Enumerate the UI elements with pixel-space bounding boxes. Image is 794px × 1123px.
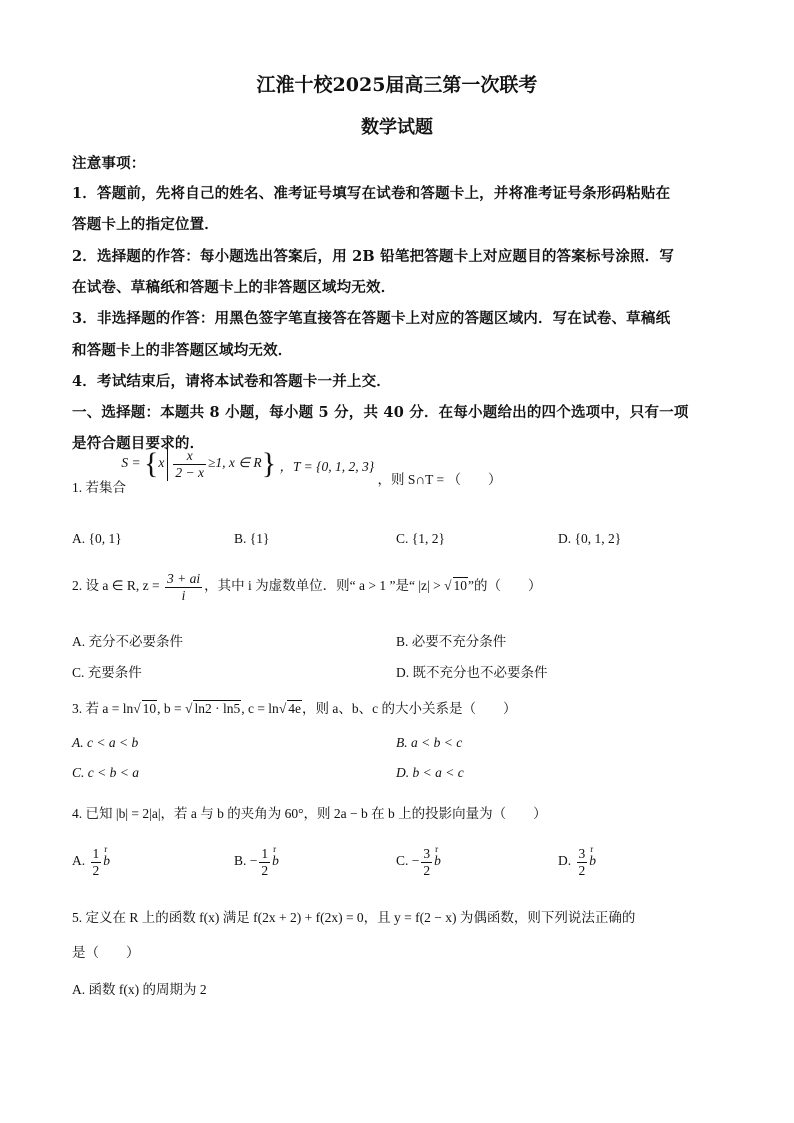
q1-set-t: ，T = {0, 1, 2, 3} <box>279 459 375 474</box>
q4-option-b: B. − $\frac{1}{2}$ r b <box>234 846 279 878</box>
q1-frac-den: 2 − x <box>175 464 205 480</box>
question-2: 2. 设 a ∈ R, z = $\frac{3 + ai}{i}$ ，其中 i 为虚数单位．则“ a > 1 ”是“ |z| > √ 10”的（ ） <box>72 571 542 603</box>
q4-option-c: C. − $\frac{3}{2}$ r b <box>396 846 441 878</box>
q2-option-c: C. 充要条件 <box>72 665 142 680</box>
note-1-line-2: 答题卡上的指定位置． <box>72 216 219 233</box>
exam-subtitle: 数学试题 <box>361 117 433 138</box>
note-2-line-1: 2．选择题的作答：每小题选出答案后，用 2B 铅笔把答题卡上对应题目的答案标号涂照．写 <box>72 248 675 265</box>
question-3: 3. 若 a = ln√ 10, b = √ ln2 · ln5, c = ln√ 4e，则 a、b、c 的大小关系是（ ） <box>72 701 517 716</box>
q3-p2: , b = <box>157 701 186 716</box>
q2-prefix: 2. 设 a ∈ R, z = <box>72 578 163 594</box>
note-3-line-2: 和答题卡上的非答题区域均无效． <box>72 342 293 359</box>
q1-s-cond: ≥1, x ∈ R <box>208 455 262 471</box>
q2-frac-den: i <box>181 587 186 603</box>
q4-option-d: D. $\frac{3}{2}$ r b <box>558 846 596 878</box>
notes-heading: 注意事项： <box>72 155 146 172</box>
q1-prefix: 1. 若集合 <box>72 480 126 495</box>
q1-s-var: x <box>158 455 165 471</box>
q1-option-d: D. {0, 1, 2} <box>558 531 622 546</box>
exam-title: 江淮十校2025届高三第一次联考 <box>256 74 538 96</box>
q1-s-lhs: S = <box>121 455 144 471</box>
q2-option-d: D. 既不充分也不必要条件 <box>396 665 548 680</box>
q5-option-a: A. 函数 f(x) 的周期为 2 <box>72 982 207 997</box>
question-5-line-1: 5. 定义在 R 上的函数 f(x) 满足 f(2x + 2) + f(2x) = 0，且 y = f(2 − x) 为偶函数，则下列说法正确的 <box>72 910 636 925</box>
note-4: 4．考试结束后，请将本试卷和答题卡一并上交． <box>72 373 391 390</box>
q3-p1: 3. 若 a = ln <box>72 701 134 716</box>
note-2-line-2: 在试卷、草稿纸和答题卡上的非答题区域均无效． <box>72 279 396 296</box>
q2-suffix: ”的（ ） <box>468 578 542 594</box>
question-5-line-2: 是（ ） <box>72 945 140 960</box>
q1-frac-num: x <box>173 448 206 465</box>
section1-line-2: 是符合题目要求的． <box>72 435 205 452</box>
q4-option-a: A. $\frac{1}{2}$ r b <box>72 846 110 878</box>
section1-line-1: 一、选择题：本题共 8 小题，每小题 5 分，共 40 分．在每小题给出的四个选项中，只有一项 <box>72 404 689 421</box>
q3-sqrt-2: ln2 · ln5 <box>194 701 241 716</box>
q2-mid: ，其中 i 为虚数单位．则“ a > 1 ”是“ |z| > <box>204 578 445 594</box>
q3-option-d: D. b < a < c <box>396 765 464 780</box>
q2-frac-num: 3 + ai <box>167 571 201 586</box>
q1-option-b: B. {1} <box>234 531 270 546</box>
q3-option-c: C. c < b < a <box>72 765 139 780</box>
q2-option-b: B. 必要不充分条件 <box>396 634 507 649</box>
q1-option-a: A. {0, 1} <box>72 531 122 546</box>
question-4: 4. 已知 |b| = 2|a|，若 a 与 b 的夹角为 60°，则 2a − b 在 b 上的投影向量为（ ） <box>72 806 547 821</box>
q3-sqrt-3: 4e <box>288 701 301 716</box>
q3-option-a: A. c < a < b <box>72 735 139 750</box>
q1-option-c: C. {1, 2} <box>396 531 445 546</box>
question-1 <box>72 447 502 495</box>
q2-sqrt: 10 <box>453 578 468 594</box>
q3-sqrt-1: 10 <box>142 701 157 716</box>
note-1-line-1: 1．答题前，先将自己的姓名、准考证号填写在试卷和答题卡上，并将准考证号条形码粘贴在 <box>72 185 671 202</box>
note-3-line-1: 3．非选择题的作答：用黑色签字笔直接答在答题卡上对应的答题区域内．写在试卷、草稿纸 <box>72 310 671 327</box>
q3-option-b: B. a < b < c <box>396 735 463 750</box>
q1-suffix: ，则 S∩T = （ ） <box>377 472 502 487</box>
q2-option-a: A. 充分不必要条件 <box>72 634 183 649</box>
q3-p3: , c = ln <box>241 701 279 716</box>
q1-set-s: S = {x $\frac{x}{2 - x}$ ≥1, x ∈ R} <box>121 447 277 480</box>
q3-suffix: ，则 a、b、c 的大小关系是（ ） <box>301 701 517 716</box>
